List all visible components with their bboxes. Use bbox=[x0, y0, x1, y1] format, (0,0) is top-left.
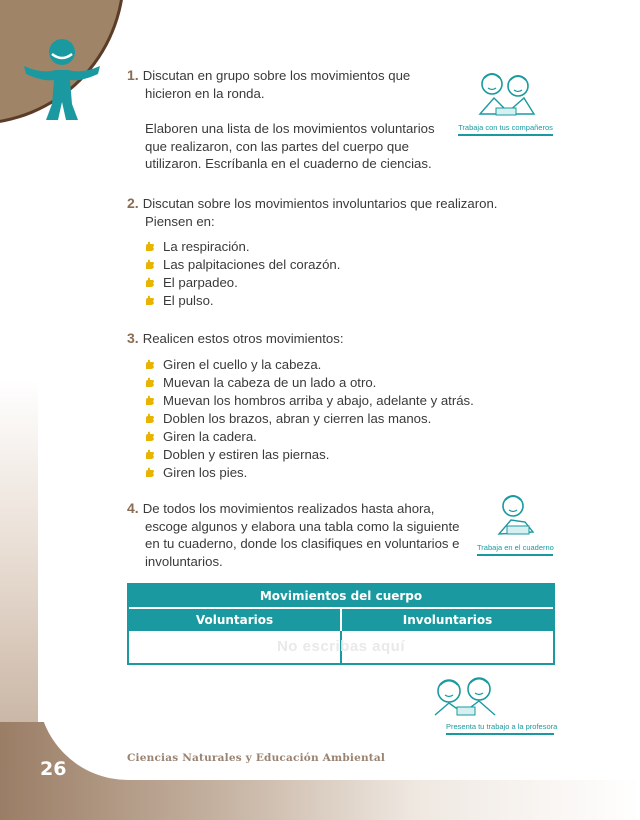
activity-2 bbox=[127, 195, 527, 310]
activity-text: hicieron en la ronda. bbox=[145, 85, 265, 101]
children-presenting-icon bbox=[427, 677, 503, 717]
activity-3 bbox=[127, 330, 527, 482]
two-children-icon bbox=[474, 70, 538, 118]
list-item: Giren los pies. bbox=[127, 464, 527, 482]
table-body bbox=[129, 631, 553, 663]
icon-caption: Trabaja con tus compañeros bbox=[458, 123, 553, 132]
hand-bullet-icon bbox=[144, 277, 156, 289]
page-number: 26 bbox=[40, 758, 67, 780]
activity-text: De todos los movimientos realizados hasta ahora, bbox=[142, 501, 435, 516]
list-item: El pulso. bbox=[127, 292, 527, 310]
list-item: Giren el cuello y la cabeza. bbox=[127, 356, 527, 374]
list-item: Giren la cadera. bbox=[127, 428, 527, 446]
activity-text: utilizaron. Escríbanla en el cuaderno de ciencias. bbox=[145, 156, 432, 171]
activity-text: Piensen en: bbox=[145, 213, 215, 229]
list-item: La respiración. bbox=[127, 238, 527, 256]
caption-rule bbox=[458, 134, 553, 136]
caption-rule bbox=[477, 554, 553, 556]
activity-text: Realicen estos otros movimientos: bbox=[142, 331, 344, 346]
bullet-list bbox=[127, 356, 527, 482]
hand-bullet-icon bbox=[144, 359, 156, 371]
list-item: Doblen los brazos, abran y cierren las manos. bbox=[127, 410, 527, 428]
icon-caption: Trabaja en el cuaderno bbox=[477, 543, 554, 552]
hand-bullet-icon bbox=[144, 413, 156, 425]
child-mascot-icon bbox=[22, 34, 102, 124]
table-title: Movimientos del cuerpo bbox=[129, 585, 553, 607]
movements-table bbox=[127, 583, 555, 665]
list-item: Muevan la cabeza de un lado a otro. bbox=[127, 374, 527, 392]
hand-bullet-icon bbox=[144, 395, 156, 407]
child-writing-icon bbox=[493, 492, 537, 538]
table-header-row bbox=[129, 607, 553, 631]
icon-caption: Presenta tu trabajo a la profesora bbox=[446, 722, 558, 731]
activity-text: Discutan sobre los movimientos involuntarios que realizaron. bbox=[142, 196, 498, 211]
footer-title: Ciencias Naturales y Educación Ambiental bbox=[127, 752, 386, 764]
hand-bullet-icon bbox=[144, 295, 156, 307]
present-to-teacher-badge bbox=[446, 677, 558, 735]
caption-rule bbox=[446, 733, 554, 735]
list-item: Doblen y estiren las piernas. bbox=[127, 446, 527, 464]
hand-bullet-icon bbox=[144, 241, 156, 253]
watermark-text: No escribas aquí bbox=[276, 638, 406, 655]
column-header-voluntary: Voluntarios bbox=[129, 609, 342, 631]
activity-4 bbox=[127, 500, 467, 570]
list-item: Las palpitaciones del corazón. bbox=[127, 256, 527, 274]
activity-number: 3. bbox=[127, 330, 139, 346]
activity-1 bbox=[127, 67, 457, 173]
bullet-list bbox=[127, 238, 527, 310]
activity-text: Elaboren una lista de los movimientos voluntarios bbox=[145, 121, 435, 136]
column-header-involuntary: Involuntarios bbox=[402, 613, 493, 627]
work-in-notebook-badge bbox=[477, 492, 553, 556]
activity-text: en tu cuaderno, donde los clasifiques en voluntarios e bbox=[145, 536, 460, 551]
list-item: Muevan los hombros arriba y abajo, adelante y atrás. bbox=[127, 392, 527, 410]
activity-text: involuntarios. bbox=[145, 553, 223, 569]
activity-text: Discutan en grupo sobre los movimientos que bbox=[142, 68, 411, 83]
work-with-peers-badge bbox=[458, 70, 553, 136]
activity-number: 2. bbox=[127, 195, 139, 211]
hand-bullet-icon bbox=[144, 431, 156, 443]
list-item: El parpadeo. bbox=[127, 274, 527, 292]
activity-number: 4. bbox=[127, 500, 139, 516]
activity-text: escoge algunos y elabora una tabla como la siguiente bbox=[145, 518, 460, 534]
hand-bullet-icon bbox=[144, 449, 156, 461]
hand-bullet-icon bbox=[144, 259, 156, 271]
hand-bullet-icon bbox=[144, 377, 156, 389]
hand-bullet-icon bbox=[144, 467, 156, 479]
activity-number: 1. bbox=[127, 67, 139, 83]
activity-text: que realizaron, con las partes del cuerpo que bbox=[145, 138, 409, 154]
